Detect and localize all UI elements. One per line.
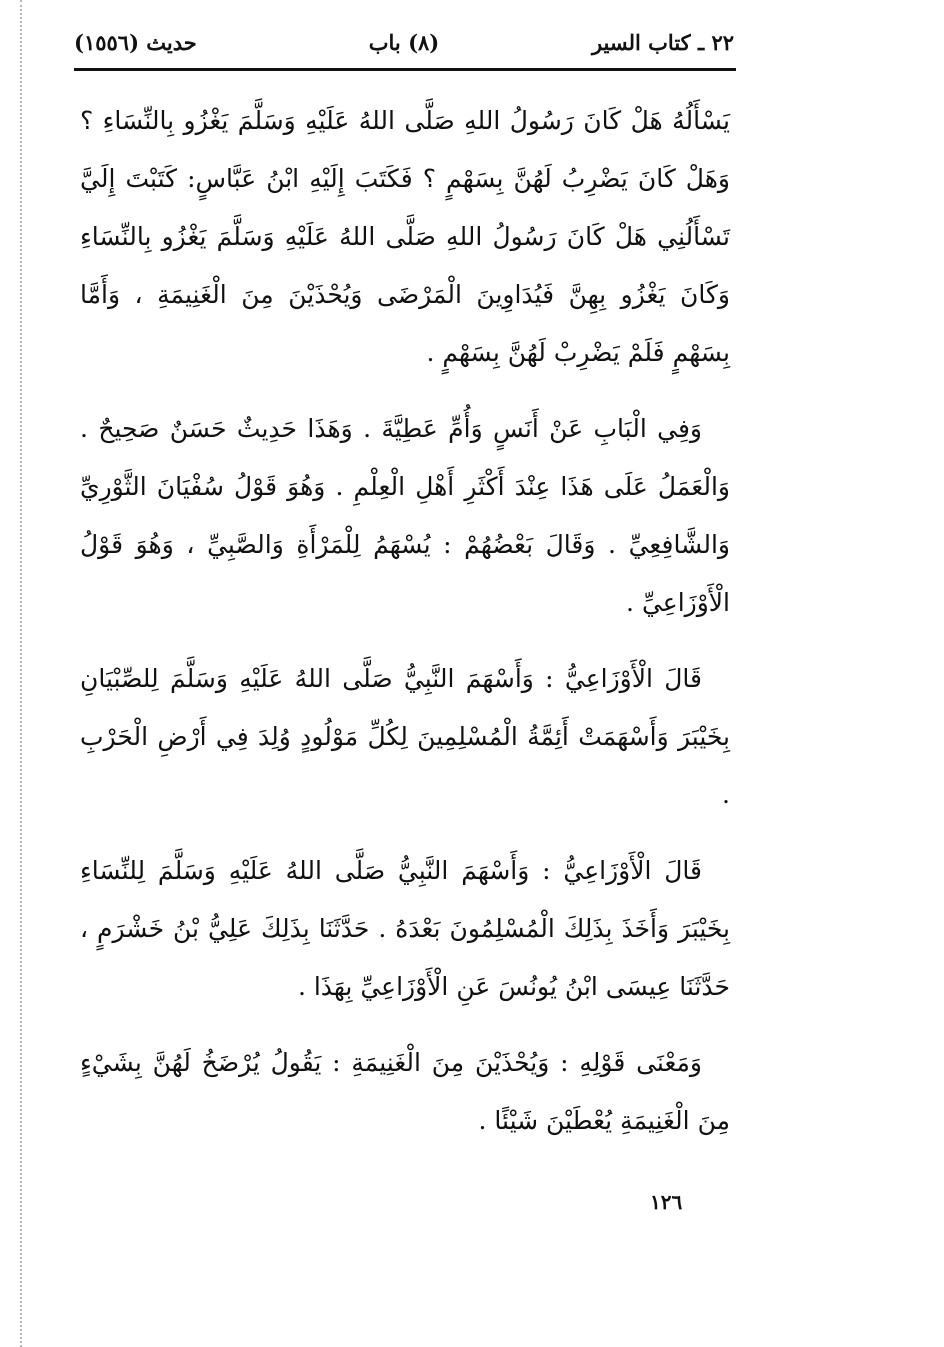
paragraph-awzai-1: قَالَ الْأَوْزَاعِيُّ : وَأَسْهَمَ النَّبِيُّ صَلَّى اللهُ عَلَيْهِ وَسَلَّمَ لِلصِّبْيَانِ بِخَيْبَرَ وَأَسْهَمَتْ أَئِمَّةُ الْمُسْلِمِينَ لِكُلِّ مَوْلُودٍ وُلِدَ فِي أَرْضِ الْحَرْبِ . [80,664,730,809]
paragraph-commentary: وَفِي الْبَابِ عَنْ أَنَسٍ وَأُمِّ عَطِيَّةَ . وَهَذَا حَدِيثٌ حَسَنٌ صَحِيحٌ . وَالْعَمَلُ عَلَى هَذَا عِنْدَ أَكْثَرِ أَهْلِ الْعِلْمِ . وَهُوَ قَوْلُ سُفْيَانَ الثَّوْرِيِّ وَالشَّافِعِيِّ . وَقَالَ بَعْضُهُمْ : يُسْهَمُ لِلْمَرْأَةِ وَالصَّبِيِّ ، وَهُوَ قَوْلُ الْأَوْزَاعِيِّ . [80,414,730,617]
paragraph-awzai-2: قَالَ الْأَوْزَاعِيُّ : وَأَسْهَمَ النَّبِيُّ صَلَّى اللهُ عَلَيْهِ وَسَلَّمَ لِلنِّسَاءِ بِخَيْبَرَ وَأَخَذَ بِذَلِكَ الْمُسْلِمُونَ بَعْدَهُ . حَدَّثَنَا بِذَلِكَ عَلِيُّ بْنُ خَشْرَمٍ ، حَدَّثَنَا عِيسَى ابْنُ يُونُسَ عَنِ الْأَوْزَاعِيِّ بِهَذَا . [80,856,730,1001]
page-edge-dotted-line [20,0,22,1347]
running-header [74,28,734,62]
header-rule [74,68,736,71]
paragraph-hadith-text: يَسْأَلُهُ هَلْ كَانَ رَسُولُ اللهِ صَلَّى اللهُ عَلَيْهِ وَسَلَّمَ يَغْزُو بِالنِّسَاءِ ؟ وَهَلْ كَانَ يَضْرِبُ لَهُنَّ بِسَهْمٍ ؟ فَكَتَبَ إِلَيْهِ ابْنُ عَبَّاسٍ: كَتَبْتَ إِلَيَّ تَسْأَلُنِي هَلْ كَانَ رَسُولُ اللهِ صَلَّى اللهُ عَلَيْهِ وَسَلَّمَ يَغْزُو بِالنِّسَاءِ وَكَانَ يَغْزُو بِهِنَّ فَيُدَاوِينَ الْمَرْضَى وَيُحْذَيْنَ مِنَ الْغَنِيمَةِ ، وَأَمَّا بِسَهْمٍ فَلَمْ يَضْرِبْ لَهُنَّ بِسَهْمٍ . [80,106,730,367]
page-body [80,92,730,1168]
page-number: ١٢٦ [650,1190,683,1214]
header-book-title: ٢٢ ـ كتاب السير [591,30,734,55]
header-chapter: (٨) باب [368,30,440,55]
header-hadith-number: حديث (١٥٥٦) [74,30,197,55]
paragraph-meaning: وَمَعْنَى قَوْلِهِ : وَيُحْذَيْنَ مِنَ الْغَنِيمَةِ : يَقُولُ يُرْضَخُ لَهُنَّ بِشَيْءٍ مِنَ الْغَنِيمَةِ يُعْطَيْنَ شَيْئًا . [80,1048,730,1135]
